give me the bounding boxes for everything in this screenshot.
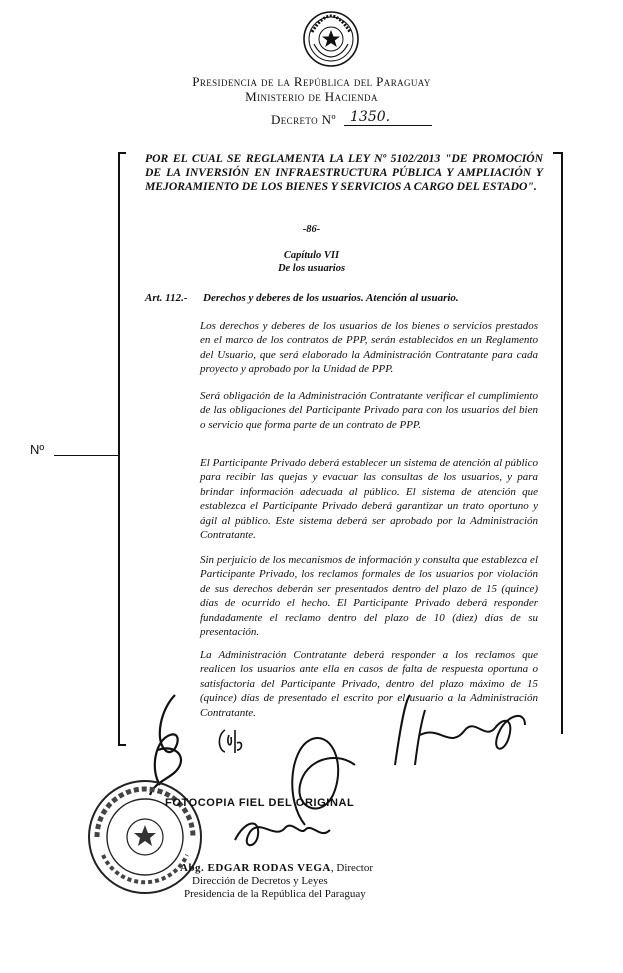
national-seal-icon xyxy=(302,10,360,68)
initials-mark xyxy=(215,725,245,760)
decree-label: Decreto Nº xyxy=(271,112,336,127)
article-paragraph: Será obligación de la Administración Contratante verificar el cumplimiento de las obligaciones del Participante Privado para con los usuarios del bien o servicio que forma parte de un contrato de PPP. xyxy=(200,390,538,431)
director-title: , Director xyxy=(330,862,374,874)
article-heading: Derechos y deberes de los usuarios. Atención al usuario. xyxy=(203,292,459,304)
chapter-number: Capítulo VII xyxy=(283,250,340,261)
presidency-line: Presidencia de la República del Paraguay xyxy=(184,888,366,900)
copy-stamp: FOTOCOPIA FIEL DEL ORIGINAL xyxy=(165,797,355,809)
left-bracket xyxy=(118,152,126,746)
decree-number: 1350. xyxy=(344,109,432,126)
article-paragraph: Los derechos y deberes de los usuarios de los bienes o servicios prestados en el marco de los contratos de PPP, serán establecidos en un Reglamento del Usuario, que será elaborado la Administración Contratante para cada proyecto y aprobado por la Unidad de PPP. xyxy=(200,320,538,376)
article-number: Art. 112.- xyxy=(145,292,188,304)
department-line: Dirección de Decretos y Leyes xyxy=(192,875,328,887)
director-block xyxy=(180,862,373,901)
article-paragraph: El Participante Privado deberá establecer un sistema de atención al público para recibir las quejas y evacuar las consultas de los usuarios, y para brindar información adecuada al público. El sistema de atención que establezca el Participante Privado deberá garantizar un trato oportuno y ágil al público. Este sistema deberá ser aprobado por la Administración Contratante. xyxy=(200,457,538,542)
article-paragraph: Sin perjuicio de los mecanismos de información y consulta que establezca el Participante Privado, los reclamos formales de los usuarios por violación de sus derechos deberán ser presentados dentro del plazo de 15 (quince) días de ocurrido el hecho. El Participante Privado deberá responder fundadamente el reclamo dentro del plazo de 10 (diez) días de su presentación. xyxy=(200,554,538,639)
chapter-heading xyxy=(0,249,623,275)
director-name: Abg. EDGAR RODAS VEGA xyxy=(180,862,331,874)
header-ministry: Ministerio de Hacienda xyxy=(245,89,378,104)
article-paragraph: La Administración Contratante deberá responder a los reclamos que realicen los usuarios ante ella en casos de falta de respuesta oportuna o satisfactoria del Participante Privado, dentro del plazo máximo de 15 (quince) días de presentado el escrito por el usuario a la Administración Contratante. xyxy=(200,649,538,719)
chapter-name: De los usuarios xyxy=(277,263,346,274)
right-bracket xyxy=(553,152,563,734)
decree-title: POR EL CUAL SE REGLAMENTA LA LEY Nº 5102/2013 "DE PROMOCIÓN DE LA INVERSIÓN EN INFRAESTRUCTURA PÚBLICA Y AMPLIACIÓN Y MEJORAMIENTO DE LOS BIENES Y SERVICIOS A CARGO DEL ESTADO". xyxy=(145,152,543,193)
signature-right xyxy=(390,690,530,770)
header-institution: Presidencia de la República del Paraguay xyxy=(192,74,431,89)
page-number: -86- xyxy=(302,224,321,235)
margin-number-label: Nº xyxy=(30,442,45,457)
signature-director xyxy=(230,810,340,855)
margin-number-line xyxy=(54,455,120,456)
